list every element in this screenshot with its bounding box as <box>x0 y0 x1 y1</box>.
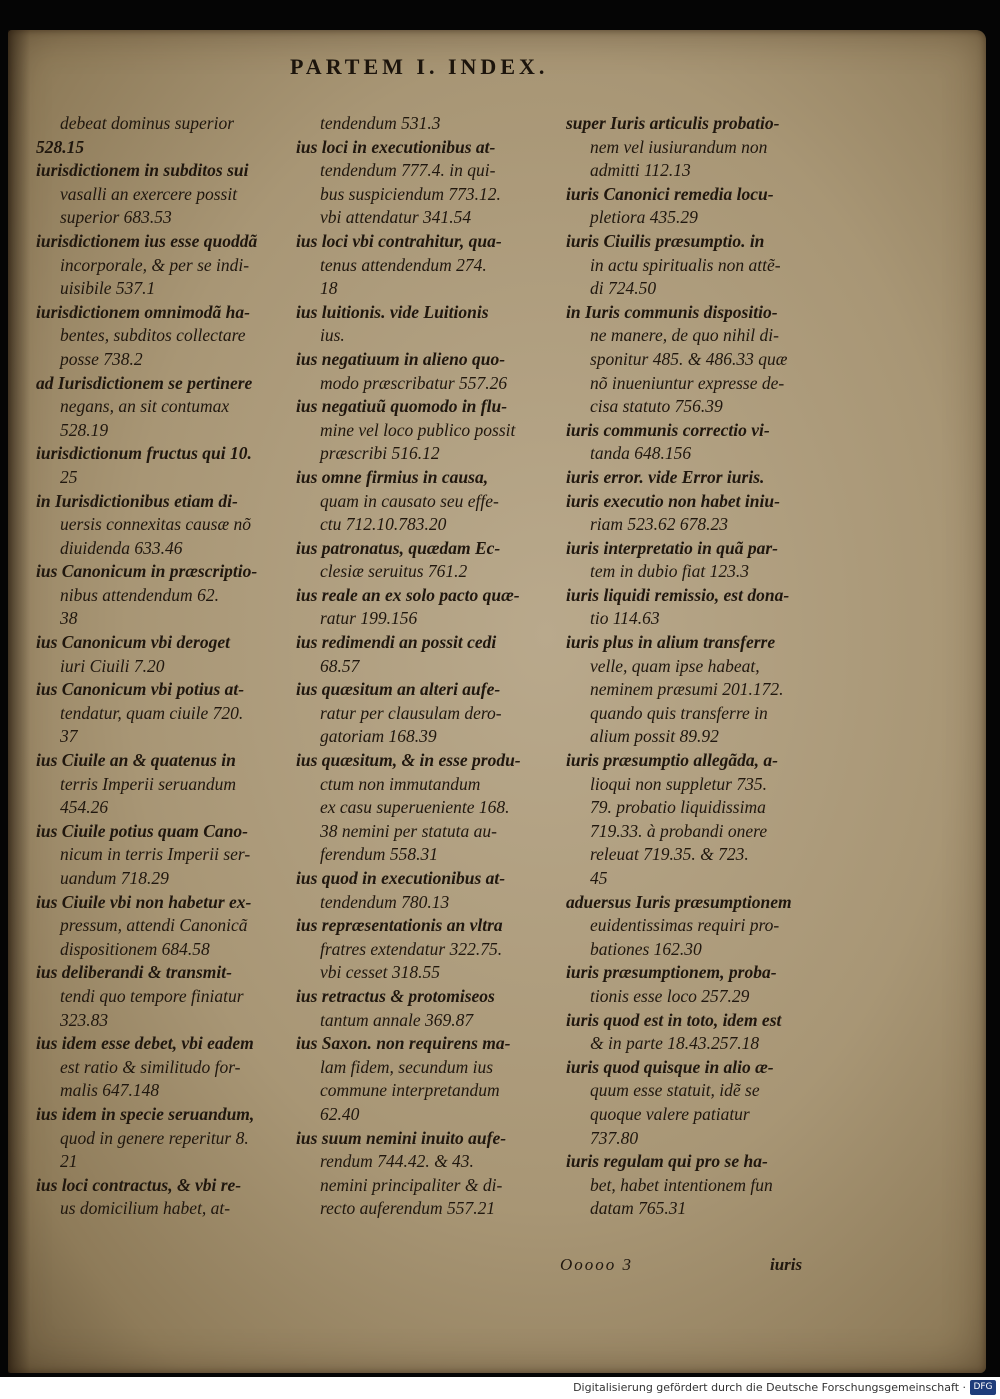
index-entry-continuation: 79. probatio liquidissima <box>590 797 766 818</box>
index-entry-continuation: tenus attendendum 274. <box>320 254 487 275</box>
dfg-logo-icon: DFG <box>970 1380 996 1395</box>
index-entry-continuation: tio 114.63 <box>590 608 660 629</box>
index-entry-continuation: tendatur, quam ciuile 720. <box>60 702 244 723</box>
index-entry-line: ius quæsitum, & in esse produ- <box>296 750 521 771</box>
index-entry-line: in Iuris communis dispositio- <box>566 301 778 322</box>
index-entry-line: ius patronatus, quædam Ec- <box>296 537 501 558</box>
index-entry-continuation: lioqui non suppletur 735. <box>590 773 767 794</box>
index-entry-continuation: recto auferendum 557.21 <box>320 1198 496 1219</box>
index-entry-line: ius repræsentationis an vltra <box>296 915 503 936</box>
index-entry-continuation: dispositionem 684.58 <box>60 938 210 959</box>
index-entry-line: super Iuris articulis probatio- <box>566 113 780 133</box>
index-entry-continuation: iuri Ciuili 7.20 <box>60 655 165 676</box>
index-entry-line: iurisdictionem omnimodã ha- <box>36 301 250 322</box>
index-entry-line: ius Ciuile vbi non habetur ex- <box>36 891 252 912</box>
index-entry-continuation: pletiora 435.29 <box>590 207 698 228</box>
index-entry-line: ius loci vbi contrahitur, qua- <box>296 230 502 251</box>
index-entry-continuation: uersis connexitas causæ nõ <box>60 514 252 535</box>
index-entry-continuation: 38 <box>60 608 78 629</box>
index-entry-line: iuris regulam qui pro se ha- <box>566 1151 768 1172</box>
index-entry-continuation: 37 <box>60 726 78 747</box>
index-entry-continuation: ratur 199.156 <box>320 608 418 629</box>
index-entry-continuation: & in parte 18.43.257.18 <box>590 1033 760 1054</box>
index-entry-continuation: in actu spiritualis non attẽ- <box>590 254 781 275</box>
index-entry-continuation: clesiæ seruitus 761.2 <box>320 561 468 582</box>
index-entry-continuation: 18 <box>320 278 338 299</box>
index-entry-line: ius negatiuum in alieno quo- <box>296 348 506 369</box>
index-entry-continuation: releuat 719.35. & 723. <box>590 844 749 865</box>
index-entry-line: iuris præsumptionem, proba- <box>566 962 777 983</box>
index-entry-continuation: 323.83 <box>60 1009 109 1030</box>
index-entry-continuation: euidentissimas requiri pro- <box>590 915 780 936</box>
index-entry-continuation: vasalli an exercere possit <box>60 183 238 204</box>
index-entry-line: ius Saxon. non requirens ma- <box>296 1033 511 1054</box>
index-entry-line: ius suum nemini inuito aufe- <box>296 1127 507 1148</box>
index-entry-line: iuris præsumptio allegãda, a- <box>566 750 778 771</box>
index-entry-continuation: 719.33. à probandi onere <box>590 820 768 841</box>
index-entry-continuation: ctum non immutandum <box>320 773 481 794</box>
index-entry-continuation: 68.57 <box>320 655 360 676</box>
index-entry-continuation: bet, habet intentionem fun <box>590 1174 773 1195</box>
index-entry-line: iuris Ciuilis præsumptio. in <box>566 230 765 251</box>
index-entry-continuation: tanda 648.156 <box>590 443 692 464</box>
index-entry-continuation: 528.19 <box>60 419 109 440</box>
index-entry-line: ius loci in executionibus at- <box>296 136 496 157</box>
index-entry-continuation: di 724.50 <box>590 278 657 299</box>
index-entry-line: iuris quod quisque in alio æ- <box>566 1056 774 1077</box>
index-entry-line: 528.15 <box>36 136 85 157</box>
index-entry-continuation: terris Imperii seruandum <box>60 773 236 794</box>
index-entry-continuation: nicum in terris Imperii ser- <box>60 844 251 865</box>
index-entry-line: ius omne firmius in causa, <box>296 466 489 487</box>
index-entry-continuation: uandum 718.29 <box>60 868 169 888</box>
index-column-3 <box>566 112 816 1221</box>
index-entry-continuation: malis 647.148 <box>60 1080 160 1101</box>
index-entry-line: ius Ciuile potius quam Cano- <box>36 820 249 841</box>
index-entry-continuation: negans, an sit contumax <box>60 396 230 417</box>
index-entry-continuation: ex casu superueniente 168. <box>320 797 510 818</box>
index-entry-line: iuris Canonici remedia locu- <box>566 183 774 204</box>
index-entry-continuation: 454.26 <box>60 797 109 818</box>
index-entry-continuation: pressum, attendi Canonicã <box>60 915 248 936</box>
index-entry-continuation: præscribi 516.12 <box>320 443 440 464</box>
index-entry-continuation: vbi cesset 318.55 <box>320 962 441 983</box>
index-entry-continuation: ferendum 558.31 <box>320 844 438 865</box>
index-entry-continuation: neminem præsumi 201.172. <box>590 679 784 700</box>
digitization-footer <box>0 1377 1000 1399</box>
index-entry-line: ius loci contractus, & vbi re- <box>36 1174 242 1195</box>
index-entry-continuation: quod in genere reperitur 8. <box>60 1127 249 1148</box>
index-entry-continuation: 25 <box>60 466 78 487</box>
index-entry-continuation: bus suspiciendum 773.12. <box>320 183 501 204</box>
index-entry-continuation: ne manere, de quo nihil di- <box>590 325 779 346</box>
index-entry-line: ius Ciuile an & quatenus in <box>36 750 236 771</box>
index-entry-continuation: us domicilium habet, at- <box>60 1198 231 1219</box>
index-entry-continuation: bentes, subditos collectare <box>60 325 246 346</box>
index-entry-continuation: posse 738.2 <box>60 348 143 369</box>
index-entry-line: iuris liquidi remissio, est dona- <box>566 584 790 605</box>
index-entry-continuation: rendum 744.42. & 43. <box>320 1151 474 1172</box>
index-entry-continuation: commune interpretandum <box>320 1080 500 1101</box>
index-entry-continuation: sponitur 485. & 486.33 quæ <box>590 348 788 369</box>
index-entry-continuation: admitti 112.13 <box>590 160 691 181</box>
index-entry-continuation: tionis esse loco 257.29 <box>590 985 750 1006</box>
index-entry-continuation: fratres extendatur 322.75. <box>320 938 503 959</box>
index-entry-line: ius idem in specie seruandum, <box>36 1103 255 1124</box>
index-entry-continuation: tendendum 777.4. in qui- <box>320 160 496 181</box>
index-entry-continuation: diuidenda 633.46 <box>60 537 183 558</box>
index-entry-continuation: ratur per clausulam dero- <box>320 702 502 723</box>
index-entry-continuation: mine vel loco publico possit <box>320 419 516 440</box>
index-entry-continuation: datam 765.31 <box>590 1198 687 1219</box>
index-entry-line: iuris interpretatio in quã par- <box>566 537 778 558</box>
index-entry-line: ius quæsitum an alteri aufe- <box>296 679 501 700</box>
index-column-2 <box>296 112 558 1221</box>
index-entry-continuation: quando quis transferre in <box>590 702 768 723</box>
index-entry-line: ius Canonicum vbi potius at- <box>36 679 245 700</box>
index-entry-line: iuris plus in alium transferre <box>566 632 776 653</box>
index-entry-continuation: tem in dubio fiat 123.3 <box>590 561 749 582</box>
index-entry-continuation: ctu 712.10.783.20 <box>320 514 447 535</box>
index-entry-continuation: 62.40 <box>320 1103 360 1124</box>
index-column-1 <box>36 112 288 1221</box>
index-entry-continuation: 21 <box>60 1151 78 1172</box>
index-entry-continuation: modo præscribatur 557.26 <box>320 372 508 393</box>
index-entry-continuation: tendendum 531.3 <box>320 113 441 133</box>
index-entry-line: ius quod in executionibus at- <box>296 868 506 888</box>
index-entry-continuation: superior 683.53 <box>60 207 172 228</box>
index-entry-line: iurisdictionem in subditos sui <box>36 160 249 181</box>
index-entry-continuation: nõ inueniuntur expresse de- <box>590 372 785 393</box>
index-entry-continuation: uisibile 537.1 <box>60 278 156 299</box>
index-entry-line: ius luitionis. vide Luitionis <box>296 301 489 322</box>
index-entry-line: aduersus Iuris præsumptionem <box>566 891 792 912</box>
index-entry-line: ius deliberandi & transmit- <box>36 962 232 983</box>
index-entry-line: ius redimendi an possit cedi <box>296 632 497 653</box>
index-entry-continuation: bationes 162.30 <box>590 938 702 959</box>
index-entry-continuation: nemini principaliter & di- <box>320 1174 503 1195</box>
index-entry-continuation: quoque valere patiatur <box>590 1103 750 1124</box>
index-entry-line: iuris executio non habet iniu- <box>566 490 780 511</box>
catchword: iuris <box>770 1255 803 1274</box>
index-entry-continuation: vbi attendatur 341.54 <box>320 207 472 228</box>
footer-credit: Digitalisierung gefördert durch die Deutsche Forschungsgemeinschaft · <box>573 1381 966 1394</box>
index-entry-continuation: est ratio & similitudo for- <box>60 1056 241 1077</box>
index-entry-line: ius negatiuũ quomodo in flu- <box>296 396 508 417</box>
index-entry-continuation: debeat dominus superior <box>60 113 235 133</box>
index-entry-continuation: riam 523.62 678.23 <box>590 514 729 535</box>
running-head: PARTEM I. INDEX. <box>290 54 549 79</box>
index-entry-line: iuris quod est in toto, idem est <box>566 1009 782 1030</box>
index-entry-continuation: nem vel iusiurandum non <box>590 136 768 157</box>
index-entry-line: iuris communis correctio vi- <box>566 419 770 440</box>
index-entry-line: iurisdictionem ius esse quoddã <box>36 230 258 251</box>
signature-mark: Ooooo 3 <box>560 1255 634 1274</box>
index-entry-continuation: cisa statuto 756.39 <box>590 396 723 417</box>
index-entry-continuation: tendi quo tempore finiatur <box>60 985 244 1006</box>
index-entry-line: iuris error. vide Error iuris. <box>566 466 765 487</box>
index-entry-line: ius retractus & protomiseos <box>296 985 495 1006</box>
index-entry-continuation: ius. <box>320 325 345 346</box>
index-entry-continuation: tantum annale 369.87 <box>320 1009 474 1030</box>
index-entry-line: ius idem esse debet, vbi eadem <box>36 1033 254 1054</box>
index-entry-line: iurisdictionum fructus qui 10. <box>36 443 252 464</box>
index-entry-continuation: 38 nemini per statuta au- <box>320 820 497 841</box>
index-entry-line: ad Iurisdictionem se pertinere <box>36 372 253 393</box>
index-entry-line: ius Canonicum in præscriptio- <box>36 561 258 582</box>
index-entry-line: ius reale an ex solo pacto quæ- <box>296 584 520 605</box>
index-entry-continuation: quum esse statuit, idẽ se <box>590 1080 760 1101</box>
index-entry-continuation: gatoriam 168.39 <box>320 726 437 747</box>
index-entry-continuation: 737.80 <box>590 1127 639 1148</box>
index-entry-continuation: lam fidem, secundum ius <box>320 1056 494 1077</box>
index-entry-continuation: alium possit 89.92 <box>590 726 719 747</box>
index-entry-line: in Iurisdictionibus etiam di- <box>36 490 238 511</box>
index-entry-continuation: incorporale, & per se indi- <box>60 254 250 275</box>
index-entry-continuation: velle, quam ipse habeat, <box>590 655 760 676</box>
index-entry-continuation: tendendum 780.13 <box>320 891 450 912</box>
index-entry-continuation: nibus attendendum 62. <box>60 584 219 605</box>
index-entry-line: ius Canonicum vbi deroget <box>36 632 230 653</box>
index-entry-continuation: 45 <box>590 868 608 888</box>
index-entry-continuation: quam in causato seu effe- <box>320 490 499 511</box>
